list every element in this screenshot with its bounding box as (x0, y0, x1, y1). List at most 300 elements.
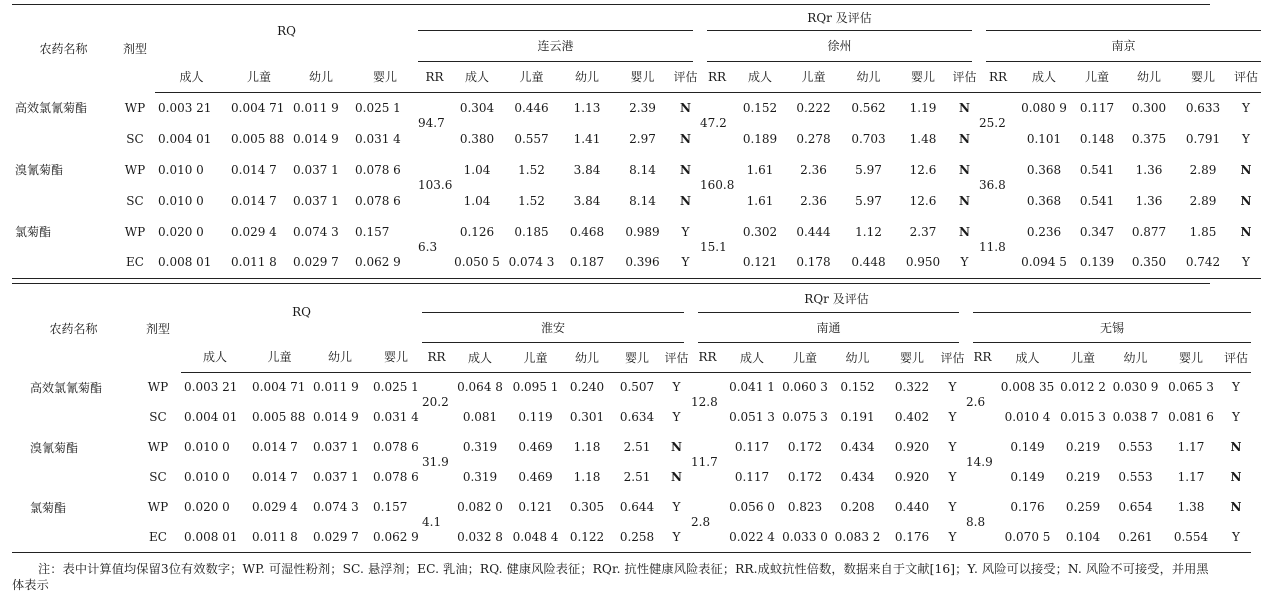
rqr-value: 1.36 (1135, 162, 1163, 177)
rq-value: 0.004 71 (252, 380, 306, 395)
rq-value: 0.014 7 (252, 470, 298, 484)
evaluation-value: Y (948, 470, 957, 484)
rqr-value: 0.507 (619, 380, 655, 395)
rqr-value: 0.557 (514, 131, 549, 146)
rqr-value: 0.117 (734, 440, 770, 454)
rr-value: 2.8 (691, 514, 711, 529)
rqr-value: 1.13 (573, 100, 601, 115)
rq-age-header: 成人 (181, 342, 249, 372)
rqr-age-header: 成人 (451, 61, 503, 92)
rr-value: 103.6 (418, 178, 453, 192)
rqr-value: 1.61 (746, 162, 774, 177)
city-header: 无锡 (966, 312, 1251, 342)
rqr-age-header: 幼儿 (830, 342, 885, 372)
pesticide-name (12, 402, 135, 432)
city-header: 南京 (979, 30, 1261, 61)
rqr-value: 0.064 8 (457, 380, 503, 395)
city-header: 徐州 (700, 30, 979, 61)
rqr-value: 0.258 (619, 529, 655, 544)
pesticide-name (12, 522, 135, 552)
rq-age-header: 幼儿 (290, 61, 352, 92)
formulation: WP (147, 440, 169, 454)
rqr-value: 0.950 (905, 255, 941, 270)
rq-value: 0.037 1 (293, 162, 339, 177)
pesticide-name (12, 185, 115, 216)
rqr-value: 0.301 (569, 410, 605, 424)
rqr-value: 0.469 (518, 470, 553, 484)
rr-header: RR (691, 342, 724, 372)
rqr-value: 0.012 2 (1060, 380, 1106, 395)
rqr-value: 2.36 (800, 193, 827, 208)
evaluation-value: N (959, 224, 970, 239)
rqr-value: 1.85 (1189, 224, 1217, 239)
rq-value: 0.008 01 (158, 255, 212, 270)
rqr-value: 0.126 (459, 224, 495, 239)
evaluation-value: N (671, 470, 682, 484)
rq-value: 0.031 4 (373, 410, 419, 424)
rqr-value: 0.402 (894, 410, 930, 424)
rqr-value: 0.468 (569, 224, 605, 239)
evaluation-value: Y (948, 380, 957, 395)
pesticide-name (12, 247, 115, 278)
rq-value: 0.074 3 (293, 224, 339, 239)
rq-value: 0.003 21 (158, 100, 212, 115)
rqr-value: 0.541 (1079, 193, 1115, 208)
rqr-value: 0.920 (894, 440, 930, 454)
rq-value: 0.003 21 (184, 380, 238, 395)
rqr-value: 0.030 9 (1112, 380, 1159, 395)
rq-value: 0.011 9 (313, 380, 359, 395)
rqr-value: 0.989 (625, 224, 660, 239)
rqr-value: 0.368 (1026, 162, 1062, 177)
table-row (12, 123, 1261, 154)
rq-value: 0.014 9 (293, 131, 339, 146)
rqr-value: 0.048 4 (512, 529, 559, 544)
formulation: EC (126, 255, 144, 270)
rqr-value: 0.101 (1026, 131, 1062, 146)
evaluation-value: N (959, 100, 970, 115)
rqr-value: 0.553 (1118, 470, 1153, 484)
evaluation-header: 评估 (1231, 61, 1261, 92)
rqr-value: 0.008 35 (1000, 380, 1055, 395)
rq-age-header: 婴儿 (352, 61, 418, 92)
rqr-value: 0.191 (840, 410, 875, 424)
rqr-value: 0.440 (894, 500, 930, 514)
evaluation-value: Y (1242, 255, 1250, 270)
rqr-age-header: 成人 (1017, 61, 1071, 92)
formulation: SC (126, 131, 144, 146)
city-header: 淮安 (422, 312, 691, 342)
rr-value: 25.2 (979, 116, 1006, 131)
pesticide-name: 氯菊酯 (15, 225, 52, 239)
rqr-value: 0.562 (851, 100, 886, 115)
rq-value: 0.029 4 (252, 500, 298, 514)
rqr-value: 1.61 (746, 193, 774, 208)
rqr-value: 0.347 (1079, 224, 1115, 239)
rr-header: RR (418, 61, 451, 92)
rr-value: 14.9 (966, 455, 993, 469)
rqr-value: 0.222 (796, 100, 831, 115)
rqr-value: 2.37 (909, 224, 937, 239)
rqr-value: 0.060 3 (782, 380, 828, 395)
evaluation-value: Y (672, 380, 681, 395)
rqr-value: 0.187 (569, 255, 605, 270)
rqr-age-header: 幼儿 (1123, 61, 1175, 92)
rqr-value: 1.19 (909, 100, 937, 115)
rr-value: 15.1 (700, 239, 727, 254)
rq-age-header: 幼儿 (310, 342, 370, 372)
pesticide-name (12, 123, 115, 154)
rqr-value: 0.050 5 (454, 255, 500, 270)
rqr-value: 0.094 5 (1021, 255, 1067, 270)
evaluation-value: Y (960, 255, 969, 270)
rqr-value: 0.178 (796, 255, 831, 270)
rq-value: 0.062 9 (355, 255, 401, 270)
rq-value: 0.157 (373, 500, 408, 514)
evaluation-value: N (1230, 500, 1242, 514)
rqr-value: 0.553 (1118, 440, 1153, 454)
rqr-value: 0.319 (462, 440, 498, 454)
rqr-age-header: 儿童 (503, 61, 560, 92)
formulation: SC (126, 193, 144, 208)
evaluation-header: 评估 (1221, 342, 1251, 372)
rr-value: 20.2 (422, 395, 449, 410)
formulation: WP (124, 162, 146, 177)
rqr-value: 0.302 (742, 224, 778, 239)
rqr-value: 1.04 (463, 193, 491, 208)
evaluation-value: Y (948, 500, 957, 514)
rqr-value: 0.634 (619, 410, 655, 424)
rqr-value: 1.48 (909, 131, 937, 146)
evaluation-value: N (680, 131, 691, 146)
rqr-value: 0.877 (1131, 224, 1167, 239)
rq-age-header: 婴儿 (370, 342, 422, 372)
evaluation-value: Y (672, 500, 681, 514)
rqr-age-header: 儿童 (509, 342, 562, 372)
formulation: SC (149, 470, 167, 484)
rqr-value: 0.368 (1026, 193, 1062, 208)
rqr-value: 5.97 (855, 193, 882, 208)
rqr-value: 3.84 (573, 162, 601, 177)
rqr-value: 0.082 0 (457, 500, 503, 514)
rqr-age-header: 婴儿 (896, 61, 950, 92)
table-row (12, 492, 1251, 522)
evaluation-value: Y (1232, 380, 1240, 395)
rqr-value: 1.41 (573, 131, 601, 146)
rqr-value: 0.117 (1079, 100, 1115, 115)
evaluation-value: Y (948, 410, 957, 424)
evaluation-value: Y (672, 529, 681, 544)
evaluation-value: Y (1232, 529, 1240, 544)
rqr-value: 0.070 5 (1004, 529, 1051, 544)
rqr-value: 0.920 (894, 470, 930, 484)
rqr-value: 0.380 (459, 131, 495, 146)
col-header-rq: RQ (292, 304, 311, 319)
rqr-value: 2.39 (629, 100, 656, 115)
rq-value: 0.029 4 (231, 224, 277, 239)
table-row (12, 522, 1251, 552)
rqr-value: 0.375 (1131, 131, 1167, 146)
rq-value: 0.010 0 (184, 440, 230, 454)
rqr-value: 0.080 9 (1021, 100, 1067, 115)
rqr-value: 0.185 (514, 224, 549, 239)
col-header-pesticide: 农药名称 (49, 322, 98, 336)
rqr-value: 0.121 (518, 500, 553, 514)
rq-value: 0.031 4 (355, 131, 401, 146)
rq-value: 0.008 01 (184, 529, 238, 544)
evaluation-value: N (1230, 470, 1242, 484)
rr-header: RR (966, 342, 999, 372)
rqr-value: 0.038 7 (1112, 410, 1159, 424)
evaluation-value: N (1230, 440, 1242, 454)
evaluation-value: N (680, 162, 691, 177)
rq-value: 0.004 01 (158, 131, 212, 146)
rqr-value: 0.742 (1185, 255, 1221, 270)
rq-value: 0.157 (355, 224, 390, 239)
rq-value: 0.037 1 (313, 440, 359, 454)
evaluation-value: Y (672, 410, 681, 424)
evaluation-value: N (1240, 162, 1252, 177)
rqr-value: 0.119 (518, 410, 553, 424)
rqr-value: 0.703 (851, 131, 886, 146)
rq-value: 0.029 7 (313, 529, 359, 544)
rqr-value: 0.240 (569, 380, 605, 395)
table-row (12, 462, 1251, 492)
rqr-value: 1.17 (1177, 470, 1205, 484)
rqr-value: 2.97 (629, 131, 656, 146)
rq-value: 0.011 8 (231, 255, 277, 270)
rqr-age-header: 成人 (451, 342, 509, 372)
rqr-value: 3.84 (573, 193, 601, 208)
rq-value: 0.010 0 (158, 162, 204, 177)
rr-value: 8.8 (966, 514, 986, 529)
rqr-value: 0.259 (1065, 500, 1101, 514)
rq-age-header: 儿童 (228, 61, 290, 92)
rr-value: 47.2 (700, 116, 727, 131)
rqr-value: 0.644 (619, 500, 655, 514)
rqr-value: 12.6 (909, 193, 937, 208)
rq-value: 0.025 1 (355, 100, 401, 115)
rqr-value: 0.149 (1010, 440, 1045, 454)
rqr-age-header: 成人 (724, 342, 780, 372)
rqr-value: 0.554 (1173, 529, 1209, 544)
col-header-form: 剂型 (145, 322, 170, 336)
rqr-age-header: 婴儿 (1175, 61, 1231, 92)
evaluation-header: 评估 (950, 61, 979, 92)
rqr-value: 0.095 1 (512, 380, 559, 395)
rqr-age-header: 婴儿 (612, 342, 662, 372)
rq-value: 0.020 0 (184, 500, 230, 514)
rr-header: RR (700, 61, 734, 92)
rr-value: 6.3 (418, 239, 438, 254)
pesticide-name: 氯菊酯 (30, 500, 67, 515)
rq-value: 0.078 6 (355, 162, 401, 177)
table-row (12, 372, 1251, 402)
table-row (12, 247, 1261, 278)
rqr-value: 2.51 (623, 470, 651, 484)
rqr-age-header: 儿童 (786, 61, 841, 92)
rqr-value: 0.083 2 (834, 529, 881, 544)
rr-value: 36.8 (979, 178, 1006, 192)
rq-value: 0.011 9 (293, 100, 339, 115)
evaluation-value: N (1240, 224, 1252, 239)
rq-value: 0.062 9 (373, 529, 419, 544)
rqr-value: 1.18 (573, 440, 601, 454)
rqr-value: 1.18 (573, 470, 601, 484)
rqr-value: 0.121 (742, 255, 778, 270)
rqr-value: 1.04 (463, 162, 491, 177)
rr-value: 31.9 (422, 455, 449, 469)
evaluation-value: N (680, 100, 691, 115)
rqr-value: 0.117 (734, 470, 770, 484)
rq-age-header: 成人 (155, 61, 228, 92)
evaluation-value: N (671, 440, 682, 454)
evaluation-value: Y (1242, 131, 1250, 146)
evaluation-value: N (959, 193, 970, 208)
rqr-age-header: 幼儿 (562, 342, 612, 372)
rqr-value: 2.36 (800, 162, 827, 177)
evaluation-value: Y (681, 224, 690, 239)
rqr-age-header: 幼儿 (560, 61, 614, 92)
rqr-value: 0.081 6 (1168, 410, 1214, 424)
rq-value: 0.010 0 (158, 193, 204, 208)
rqr-value: 0.305 (569, 500, 605, 514)
rqr-value: 1.17 (1177, 440, 1205, 454)
rq-value: 0.014 7 (231, 162, 277, 177)
rqr-value: 0.304 (459, 100, 495, 115)
rqr-age-header: 成人 (999, 342, 1056, 372)
rqr-age-header: 成人 (734, 61, 786, 92)
rqr-value: 8.14 (629, 193, 656, 208)
rr-value: 94.7 (418, 116, 445, 131)
evaluation-value: N (1240, 193, 1252, 208)
rqr-value: 0.219 (1065, 470, 1101, 484)
rq-value: 0.014 7 (231, 193, 277, 208)
rqr-value: 0.444 (796, 224, 831, 239)
evaluation-value: Y (948, 440, 957, 454)
table-row (12, 92, 1261, 123)
rqr-value: 0.396 (625, 255, 660, 270)
rqr-value: 0.278 (796, 131, 831, 146)
rr-value: 4.1 (422, 514, 442, 529)
rqr-value: 0.056 0 (729, 500, 775, 514)
rqr-age-header: 婴儿 (614, 61, 671, 92)
table-row (12, 185, 1261, 216)
rqr-value: 0.219 (1065, 440, 1101, 454)
rqr-value: 0.791 (1185, 131, 1221, 146)
evaluation-header: 评估 (671, 61, 700, 92)
table-row (12, 154, 1261, 185)
rqr-age-header: 儿童 (1056, 342, 1110, 372)
rqr-value: 0.446 (514, 100, 549, 115)
rqr-value: 0.122 (569, 529, 605, 544)
pesticide-name: 溴氰菊酯 (30, 440, 79, 455)
rqr-value: 5.97 (855, 162, 882, 177)
rq-value: 0.020 0 (158, 224, 204, 239)
rqr-value: 2.51 (623, 440, 651, 454)
pesticide-name: 高效氯氰菊酯 (15, 101, 88, 115)
table-footnote: 注：表中计算值均保留3位有效数字；WP. 可湿性粉剂；SC. 悬浮剂；EC. 乳油；RQ. 健康风险表征；RQr. 抗性健康风险表征；RR.成蚊抗性倍数，数据来自于文献[16]；Y. 风险可以接受；N. 风险不可接受，并用黑体表示 (12, 562, 1209, 592)
formulation: SC (149, 410, 167, 424)
rqr-value: 0.051 3 (729, 410, 775, 424)
rqr-value: 0.015 3 (1060, 410, 1106, 424)
rq-value: 0.074 3 (313, 500, 359, 514)
rq-value: 0.011 8 (252, 529, 298, 544)
rqr-value: 0.541 (1079, 162, 1115, 177)
rqr-value: 0.172 (787, 470, 823, 484)
rq-value: 0.037 1 (313, 470, 359, 484)
rq-value: 0.005 88 (252, 410, 306, 424)
rq-value: 0.014 7 (252, 440, 298, 454)
rqr-age-header: 幼儿 (841, 61, 896, 92)
rqr-value: 1.38 (1177, 500, 1205, 514)
rqr-value: 0.189 (742, 131, 778, 146)
pesticide-name: 高效氯氰菊酯 (30, 380, 103, 395)
rqr-value: 0.261 (1118, 529, 1153, 544)
rqr-value: 0.434 (840, 470, 875, 484)
rqr-age-header: 儿童 (1071, 61, 1123, 92)
rqr-value: 0.322 (894, 380, 930, 395)
rq-value: 0.078 6 (373, 470, 419, 484)
risk-table-2 (12, 285, 1251, 553)
rqr-value: 0.633 (1185, 100, 1221, 115)
rqr-value: 0.176 (1010, 500, 1045, 514)
evaluation-value: N (680, 193, 691, 208)
rqr-value: 0.448 (851, 255, 886, 270)
formulation: WP (147, 380, 169, 394)
rqr-value: 1.52 (518, 193, 545, 208)
city-header: 南通 (691, 312, 966, 342)
rqr-value: 0.654 (1118, 500, 1153, 514)
formulation: EC (149, 529, 167, 544)
rqr-value: 0.208 (840, 500, 875, 514)
rqr-age-header: 幼儿 (1110, 342, 1161, 372)
risk-table-1 (12, 5, 1261, 279)
rq-value: 0.004 71 (231, 100, 285, 115)
rqr-value: 1.52 (518, 162, 545, 177)
evaluation-value: Y (948, 529, 957, 544)
rr-value: 12.8 (691, 395, 718, 410)
col-header-rq: RQ (277, 24, 296, 38)
formulation: WP (124, 224, 146, 239)
rqr-value: 0.469 (518, 440, 553, 454)
rqr-value: 2.89 (1189, 193, 1217, 208)
table-row (12, 432, 1251, 462)
rr-value: 11.7 (691, 455, 718, 469)
rqr-value: 2.89 (1189, 162, 1217, 177)
rqr-value: 0.041 1 (729, 380, 775, 395)
rr-value: 160.8 (700, 178, 735, 192)
table-row (12, 216, 1261, 247)
rqr-value: 0.104 (1065, 529, 1101, 544)
rqr-value: 0.300 (1131, 100, 1167, 115)
rqr-value: 0.152 (742, 100, 778, 115)
rq-value: 0.010 0 (184, 470, 230, 484)
rqr-value: 0.176 (894, 529, 930, 544)
rq-value: 0.005 88 (231, 131, 285, 146)
rr-value: 2.6 (966, 395, 986, 410)
table-row (12, 402, 1251, 432)
rr-value: 11.8 (979, 239, 1006, 254)
rqr-value: 1.36 (1135, 193, 1163, 208)
rq-value: 0.078 6 (355, 193, 401, 208)
rqr-value: 0.148 (1079, 131, 1115, 146)
rqr-value: 12.6 (909, 162, 937, 177)
rqr-value: 0.172 (787, 440, 823, 454)
rr-header: RR (979, 61, 1017, 92)
evaluation-value: Y (1242, 100, 1250, 115)
rqr-value: 0.075 3 (782, 410, 828, 424)
